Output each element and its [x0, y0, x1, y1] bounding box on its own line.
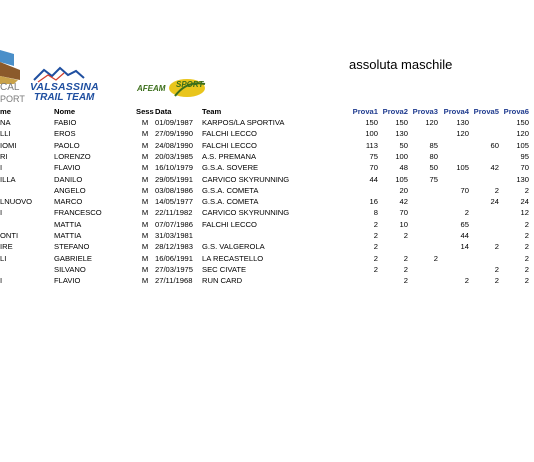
header-team: Team — [202, 107, 222, 116]
cell-prova4: 130 — [456, 118, 469, 127]
cell-team: CARVICO SKYRUNNING — [202, 208, 290, 218]
cell-prova2: 50 — [399, 140, 408, 150]
cell-prova6: 130 — [516, 174, 529, 184]
header-cognome: me — [0, 107, 11, 116]
cell-prova1: 44 — [369, 174, 378, 184]
cell-prova5: 2 — [494, 242, 499, 252]
cell-prova6: 150 — [516, 118, 529, 127]
cell-data: 16/10/1979 — [155, 163, 194, 173]
cell-prova4: 2 — [464, 208, 469, 218]
cell-sesso: M — [141, 231, 149, 240]
cell-data: 29/05/1991 — [155, 174, 194, 184]
cell-prova5: 42 — [490, 163, 499, 173]
cell-data: 24/08/1990 — [155, 140, 194, 150]
header-prova6: Prova6 — [503, 107, 529, 116]
cell-data: 27/03/1975 — [155, 264, 194, 274]
cell-prova3: 2 — [433, 253, 438, 263]
cell-cognome: I — [0, 208, 3, 218]
cell-prova2: 2 — [403, 253, 408, 263]
cell-prova2: 105 — [395, 174, 408, 184]
cell-prova6: 2 — [524, 264, 529, 274]
cell-data: 14/05/1977 — [155, 197, 194, 207]
cell-team: G.S.A. COMETA — [202, 185, 259, 195]
cell-prova2: 2 — [403, 231, 408, 240]
cell-prova3: 50 — [429, 163, 438, 173]
cell-sesso: M — [141, 219, 149, 229]
cell-prova4: 2 — [464, 276, 469, 286]
cell-cognome: RI — [0, 151, 8, 161]
cell-team: G.S.A. SOVERE — [202, 163, 259, 173]
cell-cognome: I — [0, 276, 3, 286]
cell-cognome: IOMI — [0, 140, 17, 150]
cell-prova1: 2 — [373, 253, 378, 263]
cell-nome: FLAVIO — [54, 276, 81, 286]
cell-sesso: M — [141, 118, 149, 127]
cell-cognome: LLI — [0, 129, 11, 139]
cell-prova1: 2 — [373, 242, 378, 252]
page-title: assoluta maschile — [349, 57, 453, 72]
cell-cognome: LI — [0, 253, 7, 263]
cell-prova4: 120 — [456, 129, 469, 139]
cell-prova6: 2 — [524, 242, 529, 252]
cell-prova4: 105 — [456, 163, 469, 173]
cell-sesso: M — [141, 276, 149, 286]
cell-prova6: 120 — [516, 129, 529, 139]
valsassina-title: VALSASSINA — [30, 81, 99, 93]
cell-nome: STEFANO — [54, 242, 90, 252]
cell-team: FALCHI LECCO — [202, 129, 257, 139]
cell-team: LA RECASTELLO — [202, 253, 264, 263]
cell-data: 22/11/1982 — [155, 208, 193, 218]
cell-prova1: 2 — [373, 231, 378, 240]
cell-prova6: 2 — [524, 219, 529, 229]
cell-data: 01/09/1987 — [155, 118, 194, 127]
cell-cognome: ONTI — [0, 231, 19, 240]
cell-prova6: 2 — [524, 185, 529, 195]
cell-prova5: 2 — [494, 276, 499, 286]
cell-prova2: 42 — [399, 197, 408, 207]
cell-prova4: 14 — [460, 242, 469, 252]
cell-nome: MATTIA — [54, 231, 82, 240]
cell-prova2: 10 — [399, 219, 408, 229]
cell-prova6: 2 — [524, 276, 529, 286]
cell-data: 20/03/1985 — [155, 151, 194, 161]
cell-team: RUN CARD — [202, 276, 243, 286]
cell-data: 03/08/1986 — [155, 185, 194, 195]
cell-team: KARPOS/LA SPORTIVA — [202, 118, 285, 127]
cell-data: 27/11/1968 — [155, 276, 193, 286]
cell-prova2: 2 — [403, 264, 408, 274]
cell-data: 16/06/1991 — [155, 253, 194, 263]
cell-team: G.S.A. COMETA — [202, 197, 259, 207]
cell-data: 27/09/1990 — [155, 129, 194, 139]
cell-team: FALCHI LECCO — [202, 140, 257, 150]
cell-team: CARVICO SKYRUNNING — [202, 174, 290, 184]
cell-cognome: IRE — [0, 242, 13, 252]
cell-nome: ANGELO — [54, 185, 86, 195]
cell-sesso: M — [141, 129, 149, 139]
cell-team: FALCHI LECCO — [202, 219, 257, 229]
cell-cognome: LNUOVO — [0, 197, 33, 207]
sport-text: SPORT — [176, 80, 204, 89]
cell-prova2: 2 — [403, 276, 408, 286]
cell-data: 07/07/1986 — [155, 219, 194, 229]
cell-sesso: M — [141, 197, 149, 207]
cell-prova6: 2 — [524, 231, 529, 240]
cell-prova5: 24 — [490, 197, 499, 207]
cell-prova6: 2 — [524, 253, 529, 263]
cell-sesso: M — [141, 185, 149, 195]
cell-prova6: 12 — [520, 208, 529, 218]
header-data: Data — [155, 107, 172, 116]
cell-sesso: M — [141, 264, 149, 274]
cell-nome: MARCO — [54, 197, 83, 207]
cell-cognome: I — [0, 163, 3, 173]
cell-sesso: M — [141, 208, 149, 218]
header-prova5: Prova5 — [473, 107, 499, 116]
valsassina-subtitle: TRAIL TEAM — [34, 92, 95, 103]
cell-prova1: 16 — [369, 197, 378, 207]
cell-nome: FABIO — [54, 118, 77, 127]
cell-prova1: 2 — [373, 264, 378, 274]
cell-nome: MATTIA — [54, 219, 82, 229]
header-prova2: Prova2 — [382, 107, 408, 116]
header-sesso: Sess — [136, 107, 154, 116]
cell-sesso: M — [141, 151, 149, 161]
cell-prova2: 150 — [395, 118, 408, 127]
cell-sesso: M — [141, 163, 149, 173]
cell-prova2: 100 — [395, 151, 408, 161]
cell-nome: LORENZO — [54, 151, 91, 161]
cell-cognome: NA — [0, 118, 11, 127]
cell-sesso: M — [141, 242, 149, 252]
cell-prova2: 48 — [399, 163, 408, 173]
cell-prova5: 2 — [494, 264, 499, 274]
cell-prova1: 150 — [365, 118, 378, 127]
cell-nome: FRANCESCO — [54, 208, 102, 218]
cell-nome: PAOLO — [54, 140, 80, 150]
cell-prova6: 24 — [520, 197, 529, 207]
cell-nome: SILVANO — [54, 264, 86, 274]
cell-prova3: 80 — [429, 151, 438, 161]
afeam-text: AFEAM — [137, 84, 166, 93]
cell-team: SEC CIVATE — [202, 264, 247, 274]
header-prova4: Prova4 — [443, 107, 469, 116]
cell-prova1: 8 — [373, 208, 378, 218]
cell-prova2: 130 — [395, 129, 408, 139]
cell-sesso: M — [141, 140, 149, 150]
cell-sesso: M — [141, 253, 149, 263]
cell-prova2: 70 — [399, 208, 408, 218]
cell-prova1: 100 — [365, 129, 378, 139]
cell-prova6: 105 — [516, 140, 529, 150]
cell-prova4: 70 — [460, 185, 469, 195]
cell-nome: GABRIELE — [54, 253, 92, 263]
cell-prova1: 113 — [365, 140, 378, 150]
cell-prova3: 85 — [429, 140, 438, 150]
cell-team: A.S. PREMANA — [202, 151, 257, 161]
cell-prova6: 70 — [520, 163, 529, 173]
cell-prova1: 70 — [369, 163, 378, 173]
cell-prova4: 44 — [460, 231, 469, 240]
cell-team: G.S. VALGEROLA — [202, 242, 265, 252]
header-prova1: Prova1 — [352, 107, 378, 116]
club-logo-text-2: PORT — [0, 94, 25, 104]
cell-nome: FLAVIO — [54, 163, 81, 173]
cell-prova1: 75 — [369, 151, 378, 161]
header-prova3: Prova3 — [412, 107, 438, 116]
cell-prova5: 60 — [490, 140, 499, 150]
cell-cognome: ILLA — [0, 174, 16, 184]
cell-prova5: 2 — [494, 185, 499, 195]
cell-prova4: 65 — [460, 219, 469, 229]
header-nome: Nome — [54, 107, 76, 116]
cell-prova3: 75 — [429, 174, 438, 184]
cell-prova2: 20 — [399, 185, 408, 195]
cell-data: 28/12/1983 — [155, 242, 194, 252]
cell-data: 31/03/1981 — [155, 231, 194, 240]
club-logo-text-1: CAL — [0, 82, 20, 93]
cell-sesso: M — [141, 174, 149, 184]
cell-nome: DANILO — [54, 174, 83, 184]
cell-prova6: 95 — [520, 151, 529, 161]
cell-prova3: 120 — [425, 118, 438, 127]
cell-nome: EROS — [54, 129, 76, 139]
cell-prova1: 2 — [373, 219, 378, 229]
